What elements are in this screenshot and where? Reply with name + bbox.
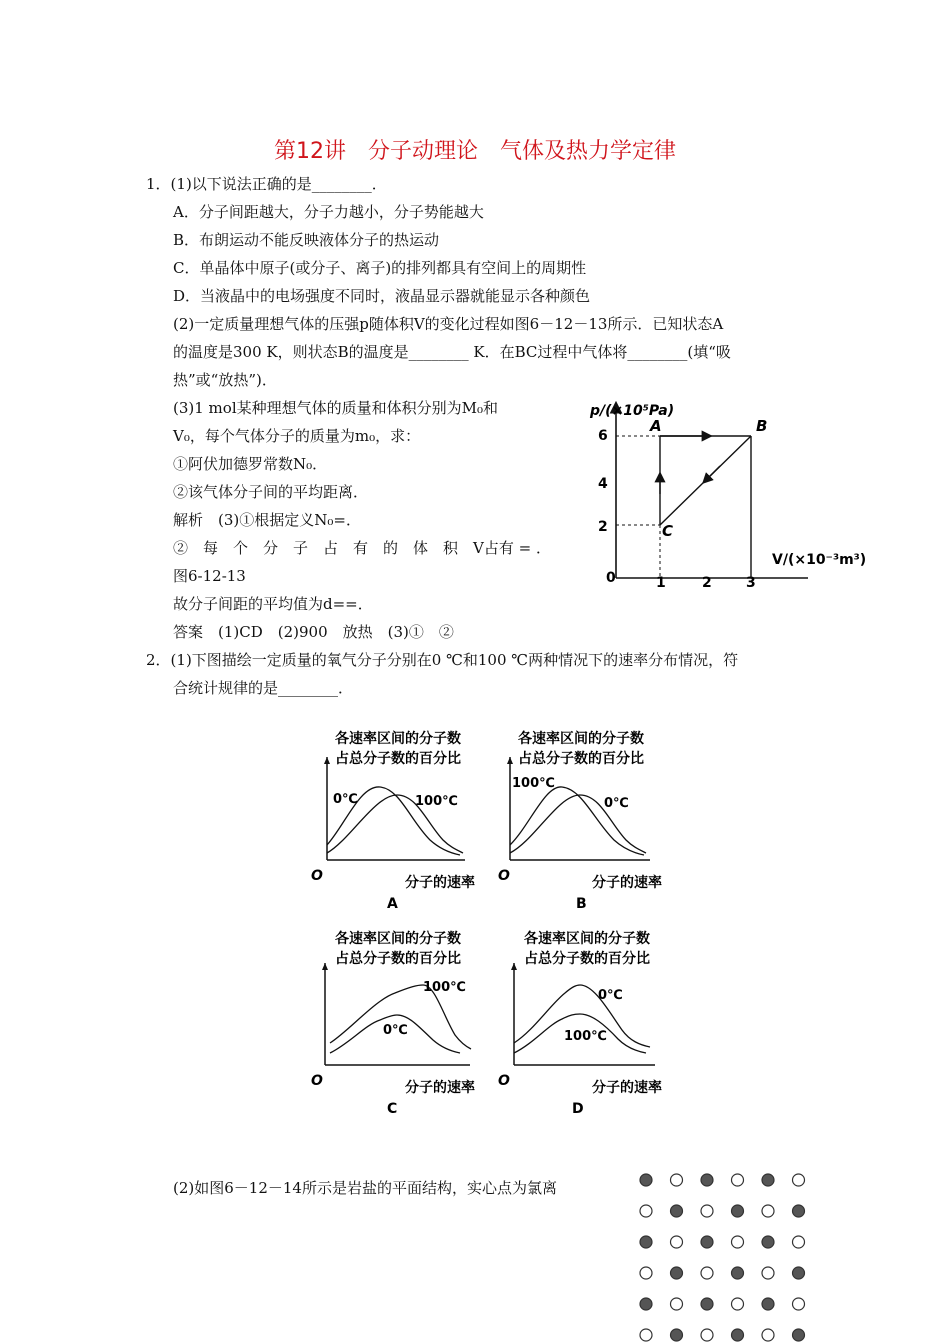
chloride-ion bbox=[793, 1267, 805, 1279]
page-title: 第12讲 分子动理论 气体及热力学定律 bbox=[274, 139, 676, 164]
point-a-label: A bbox=[650, 417, 662, 435]
graph-c-y-arrow bbox=[322, 963, 328, 970]
graph-a-curve1-label: 0℃ bbox=[333, 792, 358, 807]
point-b-label: B bbox=[756, 417, 768, 435]
y-tick-4: 4 bbox=[598, 476, 608, 492]
graph-c-letter: C bbox=[387, 1101, 398, 1117]
sodium-ion bbox=[732, 1174, 744, 1186]
graph-c bbox=[305, 925, 495, 1120]
graph-b-xlabel: 分子的速率 bbox=[592, 875, 662, 891]
q2-stem-line1: 2．(1)下图描绘一定质量的氧气分子分别在0 ℃和100 ℃两种情况下的速率分布情况，符 bbox=[146, 651, 739, 669]
graph-a-curve2-label: 100℃ bbox=[415, 794, 458, 809]
q1-solution-line2: ② 每 个 分 子 占 有 的 体 积 V占有 = ． bbox=[173, 539, 551, 557]
graph-c-ylabel2: 占总分子数的百分比 bbox=[335, 951, 461, 967]
sodium-ion bbox=[762, 1205, 774, 1217]
q1-part3-line2: V₀，每个气体分子的质量为m₀，求： bbox=[173, 427, 421, 445]
arrow-bc bbox=[704, 466, 720, 482]
y-tick-2: 2 bbox=[598, 519, 608, 535]
graph-a-ylabel1: 各速率区间的分子数 bbox=[335, 731, 461, 747]
chloride-ion bbox=[671, 1329, 683, 1341]
chloride-ion bbox=[793, 1205, 805, 1217]
y-tick-6: 6 bbox=[598, 428, 608, 444]
q1-part3-line1: (3)1 mol某种理想气体的质量和体积分别为M₀和 bbox=[173, 399, 498, 417]
q1-part3-line4: ②该气体分子间的平均距离． bbox=[173, 483, 369, 501]
q1-part2-line2: 的温度是300 K，则状态B的温度是________ K．在BC过程中气体将________(填“吸 bbox=[173, 343, 731, 361]
sodium-ion bbox=[671, 1298, 683, 1310]
graph-a-ylabel2: 占总分子数的百分比 bbox=[335, 751, 461, 767]
graph-d-xlabel: 分子的速率 bbox=[592, 1080, 662, 1096]
sodium-ion bbox=[793, 1236, 805, 1248]
graph-c-origin: O bbox=[311, 1073, 323, 1089]
chloride-ion bbox=[732, 1329, 744, 1341]
x-axis-label: V/(×10⁻³m³) bbox=[772, 552, 867, 568]
graph-d-ylabel2: 占总分子数的百分比 bbox=[524, 951, 650, 967]
q1-figure-caption: 图6-12-13 bbox=[173, 567, 246, 585]
graph-b-curve1-label: 100℃ bbox=[512, 776, 555, 791]
graph-d-origin: O bbox=[498, 1073, 510, 1089]
graph-d-y-arrow bbox=[511, 963, 517, 970]
graph-c-xlabel: 分子的速率 bbox=[405, 1080, 475, 1096]
x-tick-3: 3 bbox=[746, 575, 756, 591]
graph-b-curve2-label: 0℃ bbox=[604, 796, 629, 811]
graph-b-y-arrow bbox=[507, 757, 513, 764]
pv-diagram bbox=[580, 392, 880, 597]
chloride-ion bbox=[793, 1329, 805, 1341]
q1-option-c: C．单晶体中原子(或分子、离子)的排列都具有空间上的周期性 bbox=[173, 259, 587, 277]
graph-b bbox=[490, 725, 680, 915]
graph-a-y-arrow bbox=[324, 757, 330, 764]
graph-b-ylabel2: 占总分子数的百分比 bbox=[518, 751, 644, 767]
sodium-ion bbox=[640, 1205, 652, 1217]
q1-part2-line1: (2)一定质量理想气体的压强p随体积V的变化过程如图6－12－13所示．已知状态A bbox=[173, 315, 724, 333]
q2-part2: (2)如图6－12－14所示是岩盐的平面结构，实心点为氯离 bbox=[173, 1179, 557, 1197]
chloride-ion bbox=[671, 1205, 683, 1217]
graph-a-origin: O bbox=[311, 868, 323, 884]
q1-part3-line3: ①阿伏加德罗常数N₀． bbox=[173, 455, 328, 473]
graph-d-letter: D bbox=[572, 1101, 584, 1117]
x-tick-2: 2 bbox=[702, 575, 712, 591]
sodium-ion bbox=[701, 1267, 713, 1279]
chloride-ion bbox=[701, 1174, 713, 1186]
chloride-ion bbox=[701, 1236, 713, 1248]
graph-a-xlabel: 分子的速率 bbox=[405, 875, 475, 891]
chloride-ion bbox=[640, 1236, 652, 1248]
chloride-ion bbox=[762, 1298, 774, 1310]
origin-label: 0 bbox=[606, 570, 616, 586]
graph-d-ylabel1: 各速率区间的分子数 bbox=[524, 931, 650, 947]
q1-option-a: A．分子间距越大，分子力越小，分子势能越大 bbox=[173, 203, 484, 221]
graph-c-ylabel1: 各速率区间的分子数 bbox=[335, 931, 461, 947]
q1-option-d: D．当液晶中的电场强度不同时，液晶显示器就能显示各种颜色 bbox=[173, 287, 591, 305]
sodium-ion bbox=[762, 1329, 774, 1341]
q1-option-b: B．布朗运动不能反映液体分子的热运动 bbox=[173, 231, 440, 249]
q1-solution-line3: 故分子间距的平均值为d==． bbox=[173, 595, 373, 613]
sodium-ion bbox=[671, 1174, 683, 1186]
graph-b-letter: B bbox=[576, 896, 587, 912]
graph-a bbox=[305, 725, 495, 915]
q2-stem-line2: 合统计规律的是________． bbox=[173, 679, 354, 697]
sodium-ion bbox=[732, 1298, 744, 1310]
sodium-ion bbox=[640, 1329, 652, 1341]
q1-stem: 1．(1)以下说法正确的是________． bbox=[146, 175, 387, 193]
graph-c-curve2-label: 0℃ bbox=[383, 1023, 408, 1038]
graph-b-origin: O bbox=[498, 868, 510, 884]
sodium-ion bbox=[793, 1298, 805, 1310]
sodium-ion bbox=[762, 1267, 774, 1279]
sodium-ion bbox=[793, 1174, 805, 1186]
q1-answer: 答案 (1)CD (2)900 放热 (3)① ② bbox=[173, 623, 454, 641]
chloride-ion bbox=[701, 1298, 713, 1310]
graph-d-curve1-label: 0℃ bbox=[598, 988, 623, 1003]
sodium-ion bbox=[732, 1236, 744, 1248]
x-tick-1: 1 bbox=[656, 575, 666, 591]
y-axis-label: p/(×10⁵Pa) bbox=[590, 403, 675, 419]
chloride-ion bbox=[732, 1267, 744, 1279]
sodium-ion bbox=[671, 1236, 683, 1248]
chloride-ion bbox=[762, 1174, 774, 1186]
chloride-ion bbox=[640, 1298, 652, 1310]
sodium-ion bbox=[640, 1267, 652, 1279]
q1-solution-line1: 解析 (3)①根据定义N₀=． bbox=[173, 511, 361, 529]
graph-c-curve1-label: 100℃ bbox=[423, 980, 466, 995]
graph-a-letter: A bbox=[387, 896, 398, 912]
q1-part2-line3: 热”或“放热”)． bbox=[173, 371, 277, 389]
sodium-ion bbox=[701, 1329, 713, 1341]
graph-b-ylabel1: 各速率区间的分子数 bbox=[518, 731, 644, 747]
chloride-ion bbox=[732, 1205, 744, 1217]
chloride-ion bbox=[671, 1267, 683, 1279]
sodium-ion bbox=[701, 1205, 713, 1217]
graph-d-curve2-label: 100℃ bbox=[564, 1029, 607, 1044]
graph-d bbox=[490, 925, 680, 1120]
point-c-label: C bbox=[662, 522, 674, 540]
chloride-ion bbox=[762, 1236, 774, 1248]
rock-salt-lattice bbox=[630, 1165, 820, 1344]
chloride-ion bbox=[640, 1174, 652, 1186]
